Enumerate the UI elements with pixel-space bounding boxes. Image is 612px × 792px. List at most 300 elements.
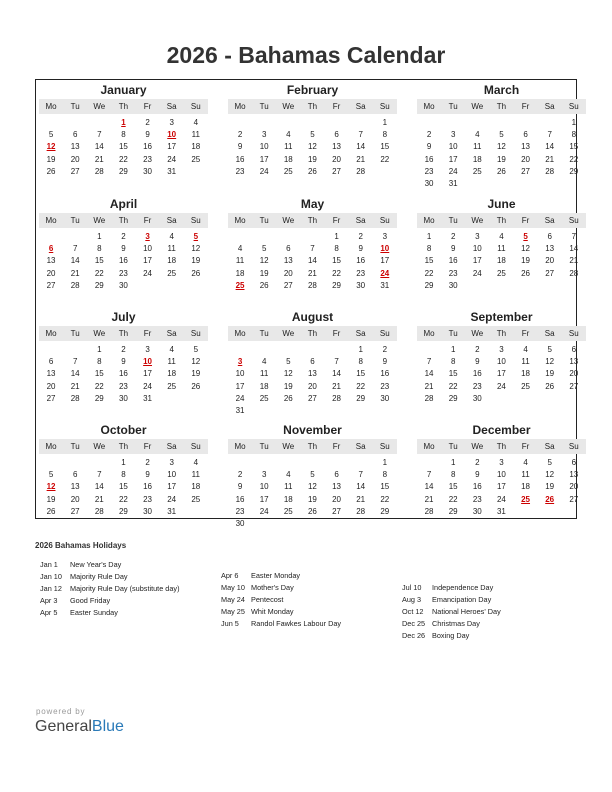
month-april <box>39 194 208 306</box>
day-cell <box>252 405 276 417</box>
day-cell: 24 <box>496 494 506 504</box>
day-cell: 13 <box>332 142 342 152</box>
day-cell: 15 <box>380 482 390 492</box>
week-row <box>417 178 586 190</box>
day-cell: 24 <box>448 166 458 176</box>
day-cell: 4 <box>193 458 199 467</box>
day-cell <box>514 280 538 292</box>
weeks <box>417 231 586 292</box>
day-cell: 7 <box>547 130 552 140</box>
day-cell <box>325 405 349 417</box>
weekday-label: Su <box>568 216 579 225</box>
month-november <box>228 420 397 532</box>
day-cell: 6 <box>523 130 528 140</box>
day-cell: 1 <box>334 232 339 241</box>
week-row <box>39 494 208 506</box>
day-cell: 24 <box>472 268 482 278</box>
day-cell <box>160 393 184 405</box>
weekday-label: Tu <box>70 442 80 451</box>
weekday-label: Fr <box>521 442 530 451</box>
day-cell: 23 <box>472 494 482 504</box>
day-cell <box>300 117 324 129</box>
week-row <box>39 481 208 493</box>
day-cell: 10 <box>143 244 153 254</box>
day-cell: 18 <box>259 381 269 391</box>
day-cell: 18 <box>191 142 201 152</box>
holiday-name: Independence Day <box>432 583 494 592</box>
day-cell: 31 <box>143 393 153 403</box>
weekday-label: We <box>282 329 295 338</box>
holiday-item <box>35 571 215 583</box>
week-row <box>417 141 586 153</box>
day-cell <box>276 518 300 530</box>
holiday-date: Dec 25 <box>402 619 426 629</box>
day-cell: 8 <box>121 130 126 140</box>
day-cell: 29 <box>332 280 342 290</box>
week-row <box>39 141 208 153</box>
day-cell: 23 <box>118 381 128 391</box>
day-cell: 24 <box>143 268 153 278</box>
month-name: May <box>300 197 325 211</box>
day-cell: 19 <box>307 494 317 504</box>
weekday-label: Su <box>190 102 201 111</box>
day-cell: 4 <box>169 232 174 241</box>
holiday-name: Emancipation Day <box>432 595 492 605</box>
day-cell: 23 <box>448 268 458 278</box>
day-cell: 1 <box>97 232 102 241</box>
day-cell: 17 <box>448 154 458 164</box>
day-cell: 2 <box>145 458 150 467</box>
day-cell: 9 <box>237 482 243 492</box>
weekday-label: We <box>282 442 295 451</box>
day-cell: 8 <box>97 244 102 254</box>
day-cell: 20 <box>332 494 342 504</box>
day-cell: 22 <box>569 154 579 164</box>
day-cell: 29 <box>380 506 390 516</box>
day-cell <box>465 280 489 292</box>
day-cell: 28 <box>545 166 555 176</box>
day-cell <box>300 231 324 243</box>
week-row <box>228 141 397 153</box>
day-cell: 5 <box>310 470 315 480</box>
day-cell: 7 <box>72 357 78 367</box>
weekday-label: Sa <box>544 216 555 225</box>
day-cell: 8 <box>426 244 432 254</box>
day-cell: 8 <box>450 470 456 480</box>
weekday-label: Tu <box>259 102 269 111</box>
day-cell <box>489 117 513 129</box>
day-cell: 28 <box>70 393 80 403</box>
weekday-label: Th <box>307 442 318 451</box>
calendar-grid <box>35 79 579 528</box>
weekday-label: Tu <box>70 216 80 225</box>
day-cell: 22 <box>380 494 390 504</box>
day-cell <box>300 518 324 530</box>
day-cell: 15 <box>118 142 128 152</box>
holiday-item <box>35 559 215 571</box>
day-cell: 8 <box>358 357 363 367</box>
weekday-label: Fr <box>332 442 341 451</box>
day-cell: 18 <box>283 154 293 164</box>
week-row <box>228 255 397 267</box>
day-cell: 14 <box>356 142 366 152</box>
weeks <box>228 231 397 292</box>
day-cell <box>373 518 397 530</box>
day-cell: 3 <box>450 130 456 140</box>
month-september <box>417 307 586 419</box>
day-cell: 4 <box>261 357 267 367</box>
day-cell: 12 <box>307 142 317 152</box>
day-cell: 19 <box>46 154 56 164</box>
holiday-name: Randol Fawkes Labour Day <box>251 619 342 629</box>
weekday-label: Sa <box>166 102 177 111</box>
day-cell: 14 <box>356 482 366 492</box>
day-cell: 30 <box>356 280 366 290</box>
holiday-name: Pentecost <box>251 595 284 605</box>
day-cell: 10 <box>259 482 269 492</box>
day-cell: 27 <box>569 381 579 391</box>
day-cell: 5 <box>547 345 552 354</box>
holiday-day-cell: 24 <box>380 268 390 278</box>
holiday-item <box>397 606 577 618</box>
day-cell: 2 <box>145 118 150 127</box>
day-cell: 16 <box>143 142 153 152</box>
day-cell: 14 <box>332 369 342 379</box>
day-cell: 18 <box>235 268 245 278</box>
day-cell: 27 <box>46 393 56 403</box>
day-cell <box>325 344 349 356</box>
day-cell <box>276 117 300 129</box>
day-cell: 27 <box>70 166 80 176</box>
week-row <box>39 381 208 393</box>
day-cell: 8 <box>450 357 456 367</box>
day-cell: 11 <box>473 142 482 152</box>
day-cell: 22 <box>448 494 458 504</box>
day-cell: 19 <box>545 482 555 492</box>
holiday-name: Good Friday <box>70 596 111 606</box>
day-cell: 11 <box>191 470 200 480</box>
day-cell: 30 <box>424 178 434 188</box>
weekday-label: We <box>471 216 484 225</box>
weekday-label: Sa <box>355 216 366 225</box>
holiday-day-cell: 12 <box>46 142 56 152</box>
week-row <box>228 494 397 506</box>
holiday-item <box>216 618 396 630</box>
day-cell: 20 <box>545 256 555 266</box>
week-row <box>39 117 208 129</box>
weekday-label: Mo <box>234 442 246 451</box>
day-cell <box>276 457 300 469</box>
day-cell: 11 <box>260 369 269 379</box>
day-cell: 19 <box>496 154 506 164</box>
holiday-day-cell: 6 <box>48 244 54 254</box>
holiday-date: Jul 10 <box>402 583 422 592</box>
weekday-label: Th <box>496 102 507 111</box>
week-row <box>228 166 397 178</box>
week-row <box>228 243 397 255</box>
day-cell: 9 <box>121 357 126 367</box>
day-cell: 1 <box>450 345 456 354</box>
month-name: March <box>483 83 520 97</box>
day-cell: 14 <box>545 142 555 152</box>
weekday-label: Sa <box>166 216 177 225</box>
month-august <box>228 307 397 419</box>
day-cell: 21 <box>70 268 80 278</box>
day-cell: 12 <box>259 256 269 266</box>
holiday-day-cell: 10 <box>143 357 153 367</box>
day-cell: 14 <box>424 369 434 379</box>
day-cell: 25 <box>167 381 177 391</box>
day-cell: 23 <box>356 268 366 278</box>
day-cell <box>349 518 373 530</box>
day-cell <box>136 280 160 292</box>
week-row <box>39 166 208 178</box>
day-cell: 7 <box>334 357 339 367</box>
week-row <box>417 494 586 506</box>
week-row <box>228 368 397 380</box>
day-cell: 16 <box>235 494 245 504</box>
day-cell: 20 <box>307 381 317 391</box>
holiday-column <box>216 570 396 630</box>
day-cell: 10 <box>235 369 245 379</box>
day-cell <box>39 231 63 243</box>
day-cell: 7 <box>72 244 78 254</box>
day-cell <box>489 393 513 405</box>
day-cell: 19 <box>283 381 293 391</box>
day-cell: 21 <box>545 154 555 164</box>
week-row <box>228 381 397 393</box>
holiday-item <box>35 583 215 595</box>
day-cell: 12 <box>191 244 201 254</box>
day-cell: 11 <box>521 470 530 480</box>
day-cell: 1 <box>382 458 388 467</box>
day-cell: 30 <box>472 393 482 403</box>
weekday-header <box>228 439 397 454</box>
weekday-label: We <box>93 216 106 225</box>
week-row <box>417 356 586 368</box>
day-cell <box>417 117 441 129</box>
holiday-column <box>397 582 577 642</box>
holiday-day-cell: 26 <box>545 494 555 504</box>
day-cell: 16 <box>143 482 153 492</box>
holidays-title: 2026 Bahamas Holidays <box>35 541 127 550</box>
month-name: December <box>472 423 531 437</box>
weekday-label: Sa <box>355 329 366 338</box>
weekday-label: Mo <box>45 102 57 111</box>
week-row <box>417 268 586 280</box>
weekday-label: Sa <box>544 329 555 338</box>
day-cell <box>465 117 489 129</box>
day-cell: 27 <box>70 506 80 516</box>
day-cell: 19 <box>46 494 56 504</box>
day-cell: 20 <box>46 381 56 391</box>
day-cell: 8 <box>382 470 388 480</box>
day-cell: 30 <box>118 393 128 403</box>
week-row <box>39 255 208 267</box>
weekday-label: Mo <box>234 102 246 111</box>
week-row <box>417 166 586 178</box>
week-row <box>417 344 586 356</box>
month-name: June <box>487 197 516 211</box>
day-cell <box>276 231 300 243</box>
day-cell: 21 <box>569 256 579 266</box>
day-cell: 11 <box>191 130 200 140</box>
day-cell <box>325 518 349 530</box>
weekday-label: Mo <box>234 216 246 225</box>
day-cell: 21 <box>94 494 104 504</box>
day-cell: 27 <box>332 506 342 516</box>
day-cell: 9 <box>358 244 363 254</box>
day-cell: 6 <box>72 130 78 140</box>
page-title: 2026 - Bahamas Calendar <box>166 42 446 68</box>
day-cell: 2 <box>121 232 126 241</box>
holiday-day-cell: 10 <box>380 244 390 254</box>
day-cell: 28 <box>356 506 366 516</box>
day-cell: 14 <box>70 369 80 379</box>
day-cell <box>538 178 562 190</box>
day-cell: 6 <box>310 357 315 367</box>
day-cell: 14 <box>307 256 317 266</box>
day-cell: 4 <box>286 470 291 480</box>
day-cell: 13 <box>46 369 56 379</box>
holiday-item <box>216 582 396 594</box>
holiday-date: Aug 3 <box>402 595 422 605</box>
day-cell: 18 <box>191 482 201 492</box>
day-cell: 1 <box>382 118 388 127</box>
day-cell: 4 <box>237 244 243 254</box>
day-cell <box>39 117 63 129</box>
day-cell <box>373 405 397 417</box>
day-cell: 19 <box>259 268 269 278</box>
day-cell: 9 <box>475 357 480 367</box>
day-cell: 26 <box>46 166 56 176</box>
weekday-label: Mo <box>45 216 57 225</box>
weekday-label: Tu <box>259 442 269 451</box>
day-cell: 23 <box>380 381 390 391</box>
day-cell: 6 <box>571 345 577 354</box>
weekday-label: Su <box>190 442 201 451</box>
day-cell: 18 <box>496 256 506 266</box>
day-cell: 18 <box>472 154 482 164</box>
day-cell: 22 <box>356 381 366 391</box>
week-row <box>39 393 208 405</box>
day-cell: 30 <box>143 506 153 516</box>
weekday-label: Su <box>190 216 201 225</box>
week-row <box>39 280 208 292</box>
day-cell: 27 <box>569 494 579 504</box>
weekday-label: Su <box>379 329 390 338</box>
day-cell: 18 <box>167 369 177 379</box>
day-cell: 17 <box>259 494 269 504</box>
day-cell: 27 <box>545 268 555 278</box>
day-cell: 16 <box>472 482 482 492</box>
day-cell: 9 <box>382 357 388 367</box>
day-cell: 11 <box>235 256 245 266</box>
day-cell: 15 <box>118 482 128 492</box>
day-cell: 17 <box>235 381 245 391</box>
day-cell: 21 <box>332 381 342 391</box>
month-june <box>417 194 586 306</box>
day-cell <box>63 231 87 243</box>
weekday-header <box>228 99 397 114</box>
day-cell: 12 <box>496 142 506 152</box>
holiday-date: Apr 3 <box>40 596 58 606</box>
holiday-day-cell: 3 <box>237 357 243 367</box>
day-cell: 31 <box>448 178 458 188</box>
weekday-label: We <box>471 442 484 451</box>
day-cell: 22 <box>118 494 128 504</box>
month-name: July <box>111 310 136 324</box>
day-cell: 15 <box>424 256 434 266</box>
day-cell: 14 <box>94 482 104 492</box>
day-cell: 19 <box>191 369 201 379</box>
day-cell: 9 <box>145 470 150 480</box>
weekday-label: Fr <box>143 329 152 338</box>
day-cell: 22 <box>94 268 104 278</box>
day-cell: 13 <box>521 142 531 152</box>
day-cell: 13 <box>569 470 579 480</box>
day-cell: 17 <box>143 369 153 379</box>
weekday-label: Su <box>190 329 201 338</box>
weekday-label: We <box>93 442 106 451</box>
weekday-header <box>228 213 397 228</box>
day-cell: 20 <box>283 268 293 278</box>
week-row <box>417 280 586 292</box>
month-name: September <box>470 310 533 324</box>
day-cell: 15 <box>94 256 104 266</box>
day-cell: 27 <box>46 280 56 290</box>
day-cell: 13 <box>307 369 317 379</box>
day-cell: 17 <box>496 482 506 492</box>
weekday-label: Su <box>379 216 390 225</box>
day-cell: 17 <box>259 154 269 164</box>
day-cell: 2 <box>237 130 243 140</box>
day-cell <box>228 231 252 243</box>
weekday-label: Su <box>568 329 579 338</box>
weekday-label: Su <box>568 442 579 451</box>
day-cell: 25 <box>191 494 201 504</box>
day-cell <box>184 280 208 292</box>
day-cell: 11 <box>167 357 176 367</box>
weekday-label: Mo <box>234 329 246 338</box>
day-cell: 5 <box>499 130 504 140</box>
day-cell: 13 <box>283 256 293 266</box>
day-cell: 5 <box>310 130 315 140</box>
day-cell: 12 <box>521 244 531 254</box>
day-cell: 28 <box>332 393 342 403</box>
day-cell: 19 <box>521 256 531 266</box>
brand-logo <box>35 718 124 736</box>
day-cell: 16 <box>380 369 390 379</box>
day-cell: 9 <box>121 244 126 254</box>
week-row <box>417 243 586 255</box>
holiday-date: Jun 5 <box>221 619 239 629</box>
month-december <box>417 420 586 532</box>
week-row <box>228 154 397 166</box>
day-cell: 12 <box>545 357 555 367</box>
holiday-date: May 24 <box>221 595 245 605</box>
day-cell: 16 <box>118 256 128 266</box>
day-cell: 3 <box>169 458 174 467</box>
day-cell: 4 <box>193 118 199 127</box>
month-name: August <box>291 310 334 324</box>
day-cell: 28 <box>356 166 366 176</box>
day-cell: 25 <box>283 506 293 516</box>
week-row <box>228 344 397 356</box>
holiday-item <box>397 630 577 642</box>
day-cell: 25 <box>283 166 293 176</box>
day-cell: 14 <box>569 244 579 254</box>
